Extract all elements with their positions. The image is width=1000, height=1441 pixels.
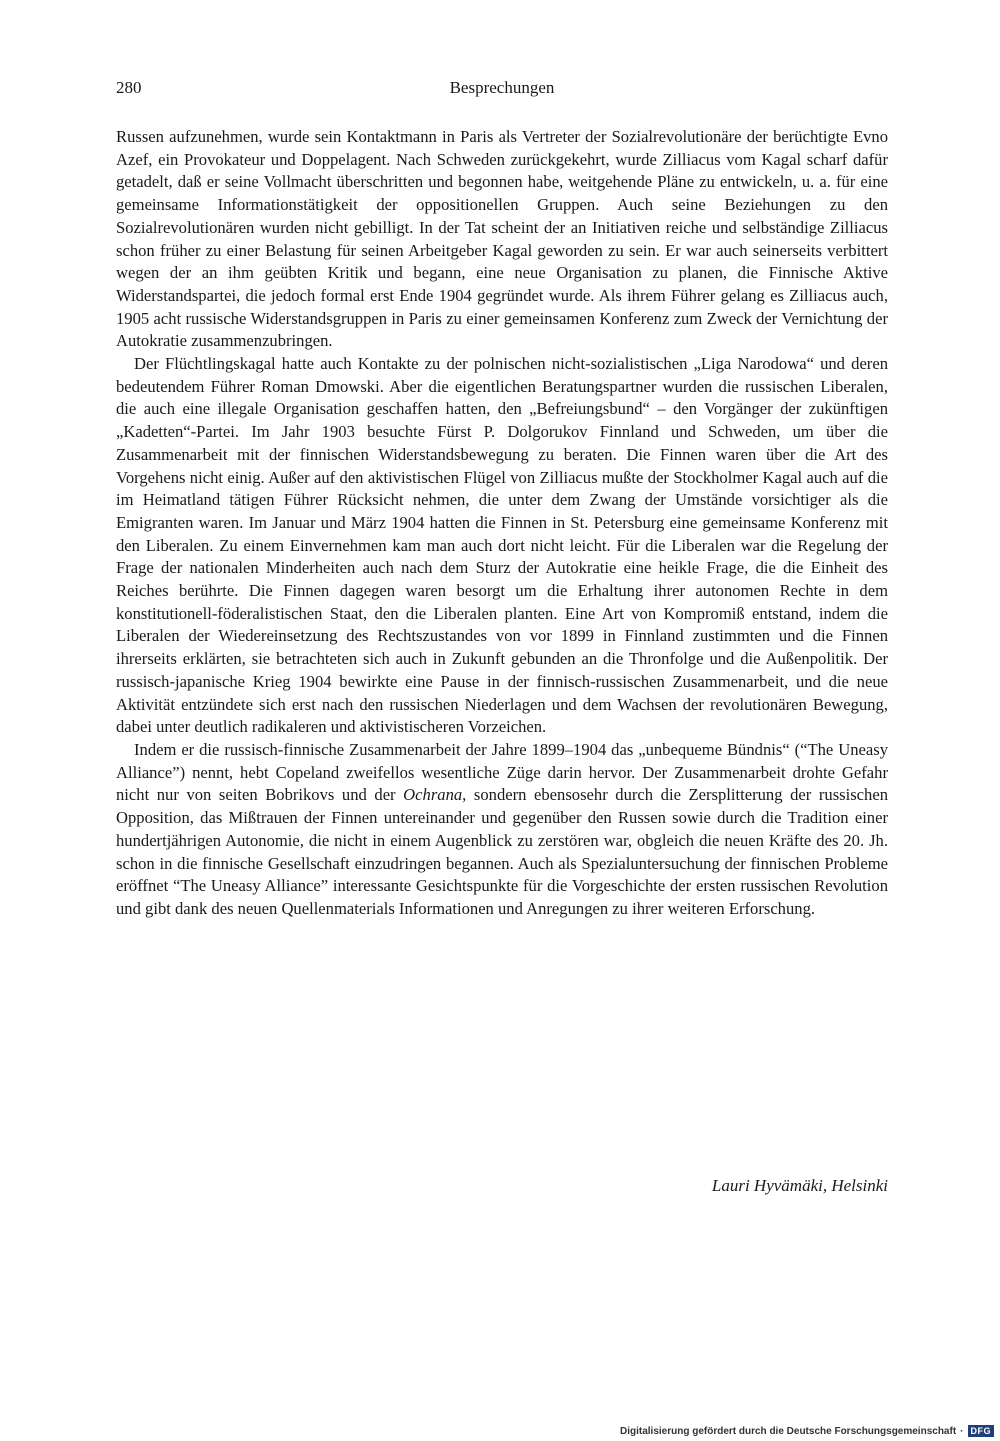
page-number: 280 xyxy=(116,78,142,97)
dfg-logo: DFG xyxy=(968,1425,995,1437)
body-text xyxy=(116,126,888,921)
review-signature: Lauri Hyvämäki, Helsinki xyxy=(711,1176,888,1195)
footer-credit: Digitalisierung gefördert durch die Deutsche Forschungsgemeinschaft xyxy=(619,1425,957,1437)
paragraph-3-text-start: Indem er die russisch-finnische Zusammenarbeit der Jahre 1899–1904 das „unbequeme Bündnis“ (“The Uneasy Alliance”) nennt, hebt Copeland zweifellos wesentliche Züge darin hervor. Der Zusammenarbeit drohte Gefahr nicht nur von seiten Bobrikovs und der xyxy=(116,739,888,805)
paragraph-1: Russen aufzunehmen, wurde sein Kontaktmann in Paris als Vertreter der Sozialrevolutionäre der berüchtigte Evno Azef, ein Provokateur und Doppelagent. Nach Schweden zurückgekehrt, wurde Zilliacus vom Kagal scharf dafür getadelt, daß er seine Vollmacht überschritten und begonnen habe, weitgehende Pläne zu entwickeln, u. a. für eine gemeinsame Informationstätigkeit der oppositionellen Gruppen. Auch seine Beziehungen zu den Sozialrevolutionären wurden nicht gebilligt. In der Tat scheint der an Initiativen reiche und selbständige Zilliacus schon früher zu einer Belastung für seinen Arbeitgeber Kagal geworden zu sein. Er war auch seinerseits verbittert wegen der an ihm geübten Kritik und begann, eine neue Organisation zu planen, die Finnische Aktive Widerstandspartei, die jedoch formal erst Ende 1904 gegründet wurde. Als ihrem Führer gelang es Zilliacus auch, 1905 acht russische Widerstandsgruppen in Paris zu einer gemeinsamen Konferenz zum Zweck der Vernichtung der Autokratie zusammenzubringen. xyxy=(116,127,888,351)
footer-separator: · xyxy=(960,1425,964,1437)
paragraph-2: Der Flüchtlingskagal hatte auch Kontakte zu der polnischen nicht-sozialistischen „Liga Narodowa“ und deren bedeutendem Führer Roman Dmowski. Aber die eigentlichen Beratungspartner wurden die russischen Liberalen, die auch eine illegale Organisation geschaffen hatten, den „Befreiungsbund“ – den Vorgänger der zukünftigen „Kadetten“-Partei. Im Jahr 1903 besuchte Fürst P. Dolgorukov Finnland und Schweden, um über die Zusammenarbeit mit der finnischen Widerstandsbewegung zu beraten. Die Finnen waren über die Art des Vorgehens nicht einig. Außer auf den aktivistischen Flügel von Zilliacus mußte der Stockholmer Kagal auch auf die im Heimatland tätigen Führer Rücksicht nehmen, die unter dem Zwang der Umstände vorsichtiger als die Emigranten waren. Im Januar und März 1904 hatten die Finnen in St. Petersburg eine gemeinsame Konferenz mit den Liberalen. Zu einem Einvernehmen kam man auch dort nicht leicht. Für die Liberalen war die Regelung der Frage der nationalen Minderheiten auch nach dem Sturz der Autokratie eine heikle Frage, die die Einheit des Reiches berührte. Die Finnen dagegen waren besorgt um die Erhaltung ihrer autonomen Rechte in dem konstitutionell-föderalistischen Staat, den die Liberalen planten. Eine Art von Kompromiß entstand, indem die Liberalen der Wiedereinsetzung des Rechtszustandes von vor 1899 in Finnland zustimmten und die Finnen ihrerseits erklärten, sie betrachteten sich auch in Zukunft gebunden an die Thronfolge und die Außenpolitik. Der russisch-japanische Krieg 1904 bewirkte eine Pause in der finnisch-russischen Zusammenarbeit, und die neue Aktivität entzündete sich erst nach den russischen Niederlagen und dem Wachsen der revolutionären Bewegung, dabei unter deutlich radikaleren und aktivistischeren Vorzeichen. xyxy=(116,354,888,737)
digitization-footer xyxy=(620,1425,994,1437)
paragraph-3 xyxy=(116,739,888,921)
ochrana-italic: Ochrana xyxy=(403,785,463,805)
page-header xyxy=(116,78,888,106)
paragraph-3-text-end: , sondern ebensosehr durch die Zersplitterung der russischen Opposition, das Mißtrauen der Finnen untereinander und gegenüber den Russen sowie durch die Tradition einer hundertjährigen Autonomie, die nicht in einem Augenblick zu zerstören war, obgleich die neuen Kräfte des 20. Jh. schon in die finnische Gesellschaft einzudringen begannen. Auch als Spezialuntersuchung der finnischen Probleme eröffnet “The Uneasy Alliance” interessante Gesichtspunkte für die Vorgeschichte der ersten russischen Revolution und gibt dank des neuen Quellenmaterials Informationen und Anregungen zu ihrer weiteren Erforschung. xyxy=(116,785,888,918)
running-head: Besprechungen xyxy=(449,78,555,97)
